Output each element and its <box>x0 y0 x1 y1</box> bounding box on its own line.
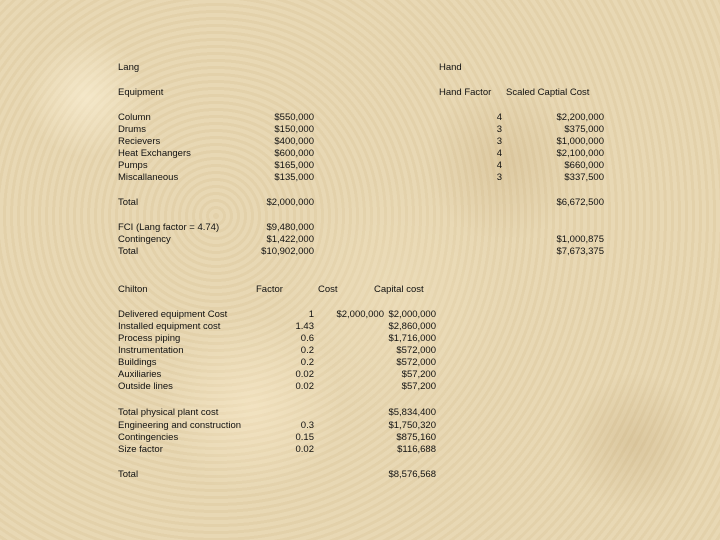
chilton-extra-label: Engineering and construction <box>118 420 242 431</box>
hand-factor: 4 <box>496 160 502 171</box>
scaled-cost: $2,100,000 <box>556 148 604 159</box>
contingency-label: Contingency <box>118 234 171 245</box>
equipment-name: Column <box>118 112 151 123</box>
lang-total-label: Total <box>118 197 139 208</box>
chilton-extra-capital: $1,750,320 <box>388 420 436 431</box>
chilton-row-label: Process piping <box>118 333 181 344</box>
chilton-total-value: $8,576,568 <box>388 469 436 480</box>
lang-total-value: $2,000,000 <box>266 197 314 208</box>
chilton-extra-label: Contingencies <box>118 432 179 443</box>
chilton-row-capital: $57,200 <box>401 381 436 392</box>
physical-plant-value: $5,834,400 <box>388 407 436 418</box>
chilton-extra-capital: $116,688 <box>397 444 436 455</box>
chilton-factor-heading: Factor <box>256 284 283 295</box>
scaled-cost: $660,000 <box>564 160 604 171</box>
equipment-cost: $135,000 <box>274 172 314 183</box>
grand-total-value: $10,902,000 <box>261 246 314 257</box>
grand-total-label: Total <box>118 246 139 257</box>
chilton-row-capital: $57,200 <box>401 369 436 380</box>
equipment-name: Drums <box>118 124 146 135</box>
equipment-cost: $165,000 <box>274 160 314 171</box>
scaled-cost: $375,000 <box>564 124 604 135</box>
chilton-row-capital: $2,860,000 <box>388 321 436 332</box>
chilton-row-factor: 1.43 <box>295 321 314 332</box>
chilton-row-capital: $1,716,000 <box>388 333 436 344</box>
hand-factor: 4 <box>496 112 502 123</box>
chilton-row-label: Buildings <box>118 357 157 368</box>
chilton-row-factor: 0.2 <box>300 345 314 356</box>
scaled-cost: $2,200,000 <box>556 112 604 123</box>
chilton-heading: Chilton <box>118 284 148 295</box>
hand-total-value: $6,672,500 <box>556 197 604 208</box>
chilton-row-factor: 1 <box>308 309 314 320</box>
chilton-capital-heading: Capital cost <box>374 284 424 295</box>
hand-factor-heading: Hand Factor <box>439 87 492 98</box>
chilton-extra-factor: 0.15 <box>295 432 314 443</box>
chilton-extra-capital: $875,160 <box>396 432 436 443</box>
chilton-row-label: Installed equipment cost <box>118 321 221 332</box>
chilton-row-factor: 0.02 <box>295 369 314 380</box>
chilton-row-label: Delivered equipment Cost <box>118 309 228 320</box>
scaled-cost: $1,000,000 <box>556 136 604 147</box>
hand-grand-total-value: $7,673,375 <box>556 246 604 257</box>
chilton-row-factor: 0.6 <box>300 333 314 344</box>
hand-factor: 3 <box>496 136 502 147</box>
equipment-cost: $600,000 <box>274 148 314 159</box>
equipment-name: Recievers <box>118 136 161 147</box>
equipment-name: Heat Exchangers <box>118 148 191 159</box>
chilton-extra-factor: 0.3 <box>300 420 314 431</box>
equipment-cost: $400,000 <box>274 136 314 147</box>
chilton-row-cost: $2,000,000 <box>336 309 384 320</box>
scaled-cost: $337,500 <box>564 172 604 183</box>
equipment-name: Pumps <box>118 160 148 171</box>
hand-contingency-value: $1,000,875 <box>556 234 604 245</box>
equipment-cost: $550,000 <box>274 112 314 123</box>
chilton-cost-heading: Cost <box>318 284 338 295</box>
equipment-name: Miscallaneous <box>118 172 179 183</box>
chilton-row-label: Instrumentation <box>118 345 184 356</box>
contingency-value: $1,422,000 <box>266 234 314 245</box>
chilton-row-factor: 0.02 <box>295 381 314 392</box>
hand-factor: 4 <box>496 148 502 159</box>
chilton-extra-label: Size factor <box>118 444 163 455</box>
chilton-extra-factor: 0.02 <box>295 444 314 455</box>
hand-factor: 3 <box>496 124 502 135</box>
lang-heading: Lang <box>118 62 140 73</box>
chilton-row-label: Outside lines <box>118 381 173 392</box>
equipment-heading: Equipment <box>118 87 164 98</box>
fci-value: $9,480,000 <box>266 222 314 233</box>
hand-heading: Hand <box>439 62 462 73</box>
scaled-capital-heading: Scaled Captial Cost <box>506 87 590 98</box>
chilton-row-factor: 0.2 <box>300 357 314 368</box>
chilton-row-capital: $572,000 <box>396 345 436 356</box>
chilton-total-label: Total <box>118 469 139 480</box>
chilton-row-capital: $2,000,000 <box>388 309 436 320</box>
chilton-row-capital: $572,000 <box>396 357 436 368</box>
fci-label: FCI (Lang factor = 4.74) <box>118 222 220 233</box>
chilton-row-label: Auxiliaries <box>118 369 162 380</box>
equipment-cost: $150,000 <box>274 124 314 135</box>
physical-plant-label: Total physical plant cost <box>118 407 219 418</box>
hand-factor: 3 <box>496 172 502 183</box>
